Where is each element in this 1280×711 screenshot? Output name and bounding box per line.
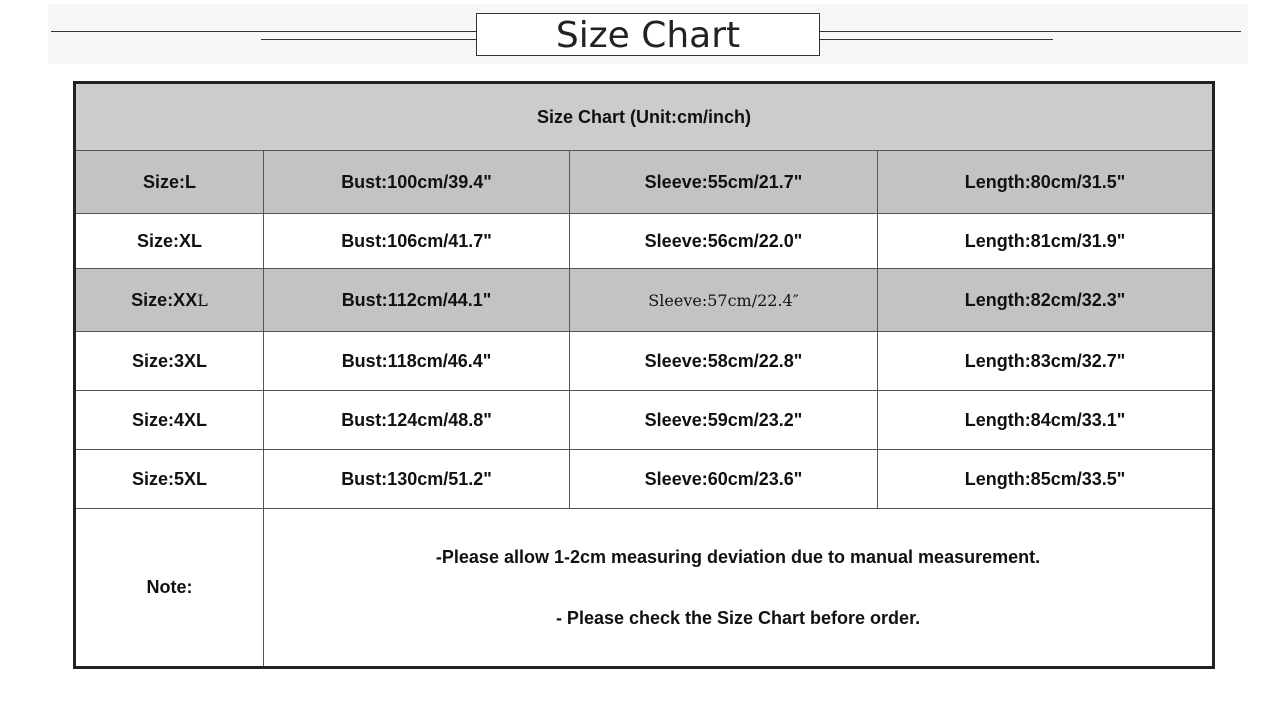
size-chart-table: [73, 81, 1215, 669]
note-row: [75, 509, 1214, 668]
length-cell: Length:84cm/33.1": [878, 391, 1214, 450]
length-cell: Length:80cm/31.5": [878, 151, 1214, 214]
sleeve-cell: Sleeve:58cm/22.8": [570, 332, 878, 391]
bust-cell: Bust:124cm/48.8": [264, 391, 570, 450]
table-row: [75, 269, 1214, 332]
size-cell: [75, 269, 264, 332]
size-suffix: L: [197, 290, 208, 310]
bust-cell: Bust:106cm/41.7": [264, 214, 570, 269]
sleeve-cell: Sleeve:55cm/21.7": [570, 151, 878, 214]
table-row: [75, 214, 1214, 269]
size-cell: Size:L: [75, 151, 264, 214]
table-row: [75, 391, 1214, 450]
page-title: Size Chart: [476, 13, 820, 56]
table-row: [75, 332, 1214, 391]
sleeve-cell: Sleeve:60cm/23.6": [570, 450, 878, 509]
table-caption: Size Chart (Unit:cm/inch): [75, 83, 1214, 151]
note-line: -Please allow 1-2cm measuring deviation due to manual measurement.: [435, 546, 1041, 567]
note-label: Note:: [75, 509, 264, 668]
banner-rule-top-left: [51, 31, 476, 32]
banner-rule-bottom-right: [820, 39, 1053, 40]
note-line: - Please check the Size Chart before order.: [555, 607, 921, 628]
sleeve-cell: Sleeve:59cm/23.2": [570, 391, 878, 450]
note-content: [264, 509, 1214, 668]
table-caption-row: [75, 83, 1214, 151]
length-cell: Length:83cm/32.7": [878, 332, 1214, 391]
sleeve-cell: Sleeve:56cm/22.0": [570, 214, 878, 269]
table-row: [75, 151, 1214, 214]
size-cell: Size:4XL: [75, 391, 264, 450]
banner-rule-bottom-left: [261, 39, 476, 40]
size-prefix: Size:XX: [131, 289, 198, 310]
table-row: [75, 450, 1214, 509]
sleeve-cell: Sleeve:57cm/22.4″: [570, 269, 878, 332]
bust-cell: Bust:118cm/46.4": [264, 332, 570, 391]
banner-rule-top-right: [820, 31, 1241, 32]
length-cell: Length:82cm/32.3": [878, 269, 1214, 332]
length-cell: Length:81cm/31.9": [878, 214, 1214, 269]
bust-cell: Bust:112cm/44.1": [264, 269, 570, 332]
bust-cell: Bust:100cm/39.4": [264, 151, 570, 214]
bust-cell: Bust:130cm/51.2": [264, 450, 570, 509]
size-cell: Size:5XL: [75, 450, 264, 509]
size-cell: Size:XL: [75, 214, 264, 269]
length-cell: Length:85cm/33.5": [878, 450, 1214, 509]
size-cell: Size:3XL: [75, 332, 264, 391]
